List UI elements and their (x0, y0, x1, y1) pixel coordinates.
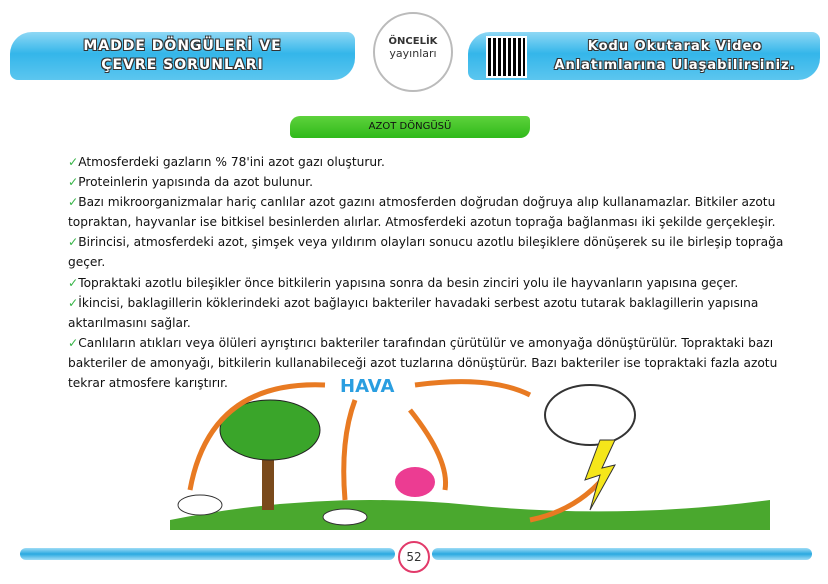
bullet-text: Bazı mikroorganizmalar hariç canlılar azot gazını atmosferden doğrudan doğruya alıp kullanamazlar. Bitkiler azotu topraktan, hayvanlar ise bitkisel besinlerden alırlar. Atmosferdeki azotun toprağa bağlanması iki şekilde gerçekleşir. (68, 195, 776, 230)
bullet-text: Atmosferdeki gazların % 78'ini azot gazı oluşturur. (78, 155, 385, 169)
bullet-text: İkincisi, baklagillerin köklerindeki azot bağlayıcı bakteriler havadaki serbest azotu tutarak baklagillerin yapısına aktarılmasını sağlar. (68, 295, 759, 330)
bullet-item (68, 172, 788, 192)
video-note-line1: Kodu Okutarak Video (587, 39, 763, 54)
check-icon: ✓ (68, 195, 79, 210)
video-note-line2: Anlatımlarına Ulaşabilirsiniz. (554, 58, 796, 73)
check-icon: ✓ (68, 275, 79, 290)
lightning-icon (585, 440, 615, 510)
arrow (415, 382, 530, 395)
unit-title-line2: ÇEVRE SORUNLARI (101, 57, 264, 73)
section-title: AZOT DÖNGÜSÜ (290, 116, 530, 138)
qr-code-icon[interactable] (486, 36, 527, 78)
bacteria-dish-icon (178, 495, 222, 515)
bullet-item (68, 192, 788, 232)
rabbit-icon (395, 467, 435, 497)
bullet-item (68, 293, 788, 333)
bullet-item (68, 273, 788, 293)
ground (170, 500, 770, 530)
bullet-text: Proteinlerin yapısında da azot bulunur. (78, 175, 313, 190)
check-icon: ✓ (68, 295, 79, 310)
footer-bar-left (20, 548, 395, 560)
check-icon: ✓ (68, 235, 79, 250)
bullet-text: Topraktaki azotlu bileşikler önce bitkilerin yapısına sonra da besin zinciri yolu ile hayvanların yapısına geçer. (78, 275, 739, 290)
cloud-icon (545, 385, 635, 445)
nitrogen-cycle-illustration (170, 370, 770, 530)
air-label: HAVA (340, 376, 395, 397)
unit-title (30, 37, 335, 75)
arrow (344, 400, 355, 500)
bullet-item (68, 232, 788, 272)
bullet-text: Canlıların atıkları veya ölüleri ayrıştırıcı bakteriler tarafından çürütülür ve amonyağa dönüştürülür. Topraktaki bazı bakteriler de amonyağı, bitkilerin kullanabileceği azot tuzlarına dönüştürür. Bazı bakteriler ise topraktaki fazla azotu tekrar atmosfere karıştırır. (68, 335, 778, 391)
logo-line2: yayınları (389, 47, 437, 60)
bullet-item (68, 152, 788, 172)
logo-line1: ÖNCELİK (388, 36, 438, 47)
publisher-logo (373, 12, 453, 92)
bullet-text: Birincisi, atmosferdeki azot, şimşek veya yıldırım olayları sonucu azotlu bileşiklere dönüşerek su ile birleşip toprağa geçer. (68, 235, 784, 270)
video-note (530, 37, 820, 75)
check-icon: ✓ (68, 335, 79, 350)
bullet-list (68, 152, 788, 393)
check-icon: ✓ (68, 175, 79, 190)
unit-title-line1: MADDE DÖNGÜLERİ VE (83, 38, 282, 54)
footer-bar-right (432, 548, 812, 560)
page-number: 52 (398, 541, 430, 573)
check-icon: ✓ (68, 155, 79, 169)
bacteria-dish-icon (323, 509, 367, 525)
